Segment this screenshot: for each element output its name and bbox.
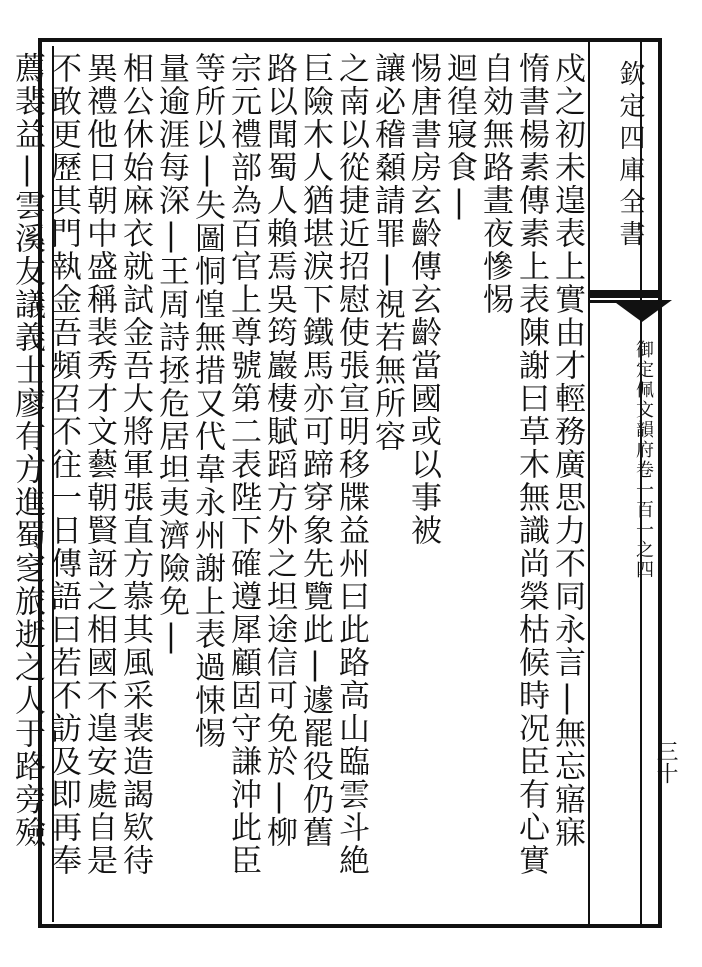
page-number: 三十	[653, 740, 678, 784]
text-column-4: 迴徨寢食|	[441, 52, 477, 222]
text-column-6: 讓必稽顙請罪|視若無所容	[369, 52, 405, 453]
text-column-14: 異禮他日朝中盛稱裴秀才文藝朝賢訝之相國不遑安處自是	[81, 52, 117, 877]
text-column-10: 宗元禮部為百官上尊號第二表陛下確遵犀顧固守謙沖此臣	[225, 52, 261, 877]
text-column-16: 薦裴益|雲溪友議義士廖有方進蜀窆旅逝之人于路旁殮	[9, 52, 45, 849]
text-column-11: 等所以|失圖恫惶無措又代韋永州謝上表過悚惕	[189, 52, 225, 750]
text-column-1: 戍之初未遑表上實由才輕務廣思力不同永言|無忘寤寐	[549, 52, 585, 849]
text-column-5: 惕唐書房玄齡傳玄齡當國或以事被	[405, 52, 441, 547]
text-column-12: 量逾涯每深|王周詩拯危居坦夷濟險免|	[153, 52, 189, 656]
text-column-2: 惰書楊素傳素上表陳謝曰草木無識尚榮枯候時况臣有心實	[513, 52, 549, 877]
text-column-15: 不敢更歷其門執金吾頻召不往一日傳語曰若不訪及即再奉	[45, 52, 81, 877]
volume-subtitle: 御定佩文韻府卷一百一之四	[633, 340, 654, 580]
text-column-8: 巨險木人猶堪淚下鐵馬亦可蹄穿象先覽此|遽罷役仍舊	[297, 52, 333, 849]
text-column-13: 相公休始麻衣就試金吾大將軍張直方慕其風采裴造謁欵待	[117, 52, 153, 877]
text-column-9: 路以聞蜀人賴焉吳筠巖棲賦蹈方外之坦途信可免於|柳	[261, 52, 297, 849]
fishtail-band	[590, 290, 662, 298]
text-column-3: 自効無路晝夜慘惕	[477, 52, 513, 316]
text-column-7: 之南以從捷近招慰使張宣明移牒益州曰此路高山臨雲斗絶	[333, 52, 369, 877]
fishtail-mark	[612, 300, 672, 322]
book-title: 欽定四庫全書	[615, 60, 645, 252]
